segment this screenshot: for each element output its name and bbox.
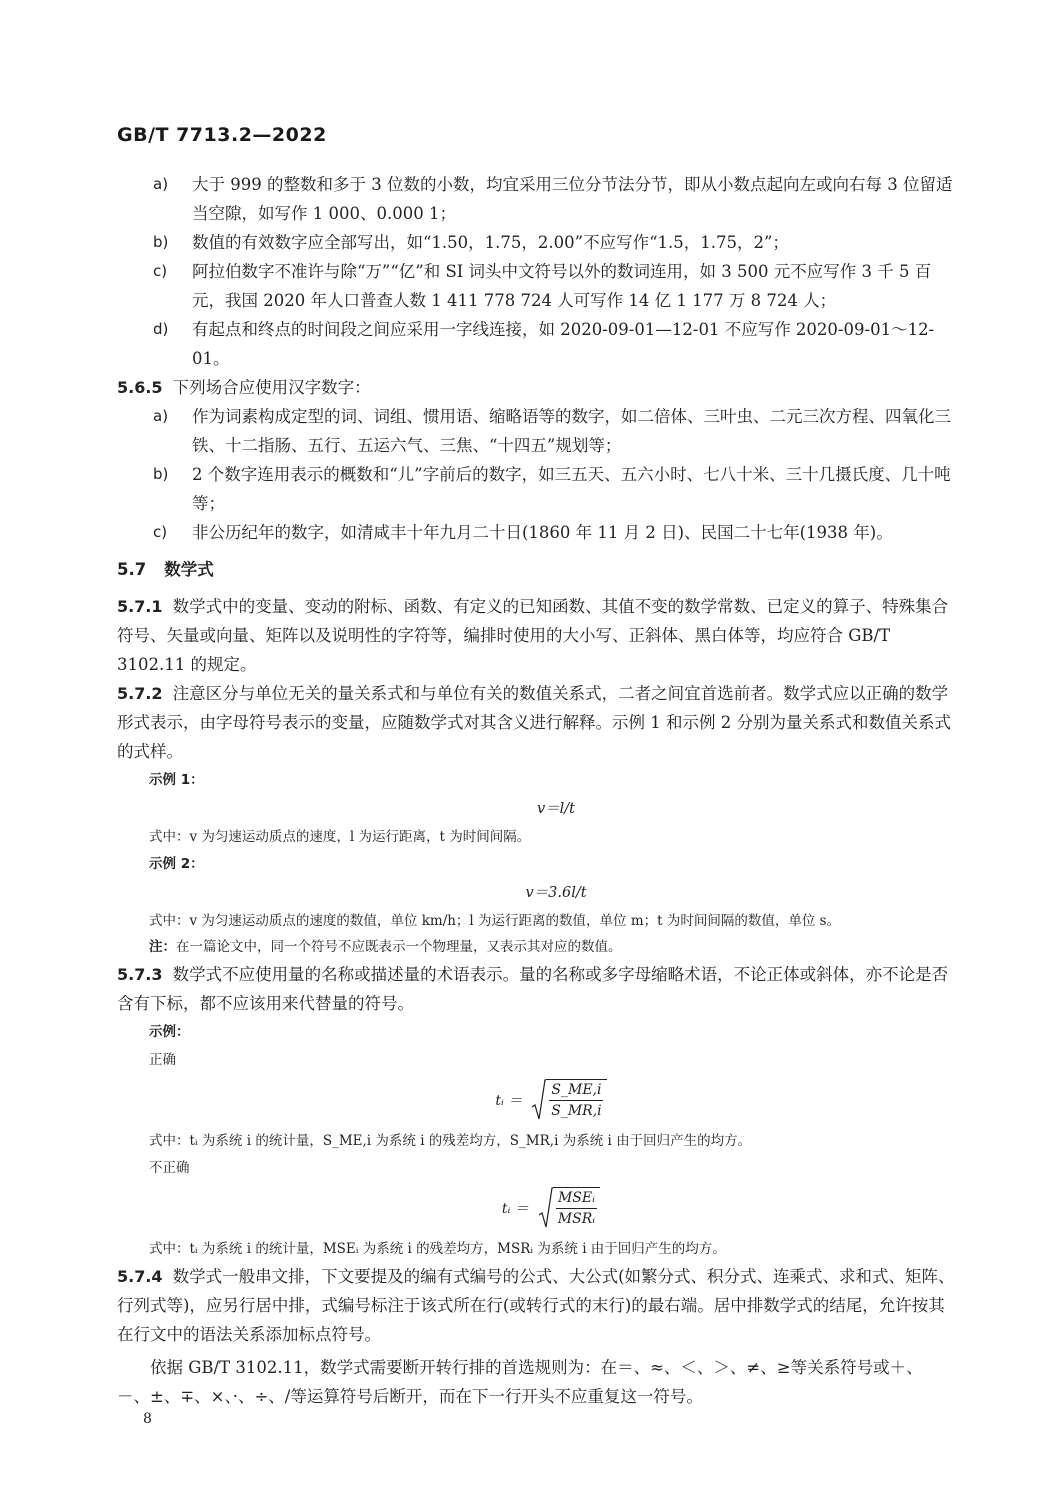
clause-text: 数学式不应使用量的名称或描述量的术语表示。量的名称或多字母缩略术语，不论正体或斜体，亦不论是否含有下标，都不应该用来代替量的符号。 — [117, 965, 949, 1013]
list-item — [117, 518, 955, 547]
list-marker: b) — [153, 465, 169, 483]
document-body — [117, 170, 955, 1411]
formula-incorrect — [117, 1182, 955, 1236]
section-number: 5.7 — [117, 560, 147, 579]
list-marker: c) — [153, 523, 168, 541]
formula: v＝l/t — [536, 801, 576, 817]
list-item — [117, 315, 955, 373]
section-heading — [117, 555, 955, 584]
list-marker: c) — [153, 262, 168, 280]
sqrt-symbol — [532, 1079, 606, 1123]
example-label: 示例 1： — [149, 772, 204, 788]
clause-5-6-5 — [117, 373, 955, 402]
list-text: 阿拉伯数字不准许与除“万”“亿”和 SI 词头中文符号以外的数词连用，如 3 500 元不应写作 3 千 5 百元，我国 2020 年人口普查人数 1 411 778 724 人可写作 14 亿 1 177 万 8 724 人； — [192, 262, 932, 310]
example-label: 示例 2： — [149, 856, 204, 872]
fraction-numerator: MSEᵢ — [556, 1188, 597, 1209]
note — [117, 934, 955, 960]
clause-text: 下列场合应使用汉字数字： — [172, 378, 371, 397]
clause-5-7-1 — [117, 592, 955, 679]
formula-correct — [117, 1074, 955, 1128]
list-marker: b) — [153, 233, 169, 251]
clause-text: 数学式一般串文排，下文要提及的编有式编号的公式、大公式(如繁分式、积分式、连乘式、求和式、矩阵、行列式等)，应另行居中排，式编号标注于该式所在行(或转行式的末行)的最右端。居中排数学式的结尾，允许按其在行文中的语法关系添加标点符号。 — [117, 1267, 955, 1344]
clause-5-7-3 — [117, 960, 955, 1018]
list-text: 数值的有效数字应全部写出，如“1.50，1.75，2.00”不应写作“1.5，1.75，2”； — [192, 233, 789, 252]
note-label: 注： — [149, 939, 176, 955]
clause-number: 5.6.5 — [117, 378, 163, 397]
clause-5-7-2 — [117, 679, 955, 766]
section-title: 数学式 — [164, 560, 214, 579]
list-text: 非公历纪年的数字，如清咸丰十年九月二十日(1860 年 11 月 2 日)、民国二十七年(1938 年)。 — [192, 523, 893, 542]
clause-number: 5.7.3 — [117, 965, 163, 984]
list-text: 2 个数字连用表示的概数和“儿”字前后的数字，如三五天、五六小时、七八十米、三十几摄氏度、几十吨等； — [192, 465, 951, 513]
example-label: 示例： — [149, 1024, 190, 1040]
clause-number: 5.7.1 — [117, 597, 163, 616]
fraction-denominator: MSRᵢ — [557, 1211, 596, 1227]
fraction-denominator: S_MR,i — [551, 1103, 602, 1119]
correct-label: 正确 — [149, 1052, 176, 1068]
list-text: 作为词素构成定型的词、词组、惯用语、缩略语等的数字，如二倍体、三叶虫、二元三次方程、四氧化三铁、十二指肠、五行、五运六气、三焦、“十四五”规划等； — [192, 407, 951, 455]
fraction-numerator: S_ME,i — [549, 1080, 603, 1101]
page-number: 8 — [143, 1411, 152, 1427]
clause-text: 数学式中的变量、变动的附标、函数、有定义的已知函数、其值不变的数学常数、已定义的算子、特殊集合符号、矢量或向量、矩阵以及说明性的字符等，编排时使用的大小写、正斜体、黑白体等，均应符合 GB/T 3102.11 的规定。 — [117, 597, 949, 674]
clause-5-7-4 — [117, 1262, 955, 1349]
list-item — [117, 228, 955, 257]
list-marker: a) — [153, 175, 169, 193]
list-item — [117, 402, 955, 460]
formula-explanation: 式中：v 为匀速运动质点的速度，l 为运行距离，t 为时间间隔。 — [149, 829, 531, 845]
incorrect-label: 不正确 — [149, 1160, 190, 1176]
formula-lhs: tᵢ ＝ — [495, 1092, 523, 1109]
list-item — [117, 460, 955, 518]
paragraph: 依据 GB/T 3102.11，数学式需要断开转行排的首选规则为：在＝、≈、＜、＞、≠、≥等关系符号或＋、－、±、∓、×、·、÷、/等运算符号后断开，而在下一行开头不应重复这一符号。 — [117, 1358, 923, 1406]
formula-explanation: 式中：tᵢ 为系统 i 的统计量，MSEᵢ 为系统 i 的残差均方，MSRᵢ 为系统 i 由于回归产生的均方。 — [149, 1241, 726, 1257]
note-text: 在一篇论文中，同一个符号不应既表示一个物理量，又表示其对应的数值。 — [176, 939, 622, 955]
clause-number: 5.7.4 — [117, 1267, 163, 1286]
list-marker: a) — [153, 407, 169, 425]
list-item — [117, 257, 955, 315]
formula-explanation: 式中：v 为匀速运动质点的速度的数值，单位 km/h；l 为运行距离的数值，单位 m；t 为时间间隔的数值，单位 s。 — [149, 913, 841, 929]
standard-header: GB/T 7713.2—2022 — [117, 124, 327, 146]
list-text: 有起点和终点的时间段之间应采用一字线连接，如 2020-09-01—12-01 不应写作 2020-09-01～12-01。 — [192, 320, 935, 368]
sqrt-symbol — [539, 1187, 600, 1231]
formula-lhs: tᵢ ＝ — [501, 1200, 529, 1217]
formula: v＝3.6l/t — [525, 885, 587, 901]
clause-text: 注意区分与单位无关的量关系式和与单位有关的数值关系式，二者之间宜首选前者。数学式应以正确的数学形式表示，由字母符号表示的变量，应随数学式对其含义进行解释。示例 1 和示例 2 分别为量关系式和数值关系式的式样。 — [117, 684, 951, 761]
list-marker: d) — [153, 320, 169, 338]
list-text: 大于 999 的整数和多于 3 位数的小数，均宜采用三位分节法分节，即从小数点起向左或向右每 3 位留适当空隙，如写作 1 000、0.000 1； — [192, 175, 953, 223]
formula-explanation: 式中：tᵢ 为系统 i 的统计量，S_ME,i 为系统 i 的残差均方，S_MR,i 为系统 i 由于回归产生的均方。 — [149, 1133, 752, 1149]
list-item — [117, 170, 955, 228]
clause-number: 5.7.2 — [117, 684, 163, 703]
